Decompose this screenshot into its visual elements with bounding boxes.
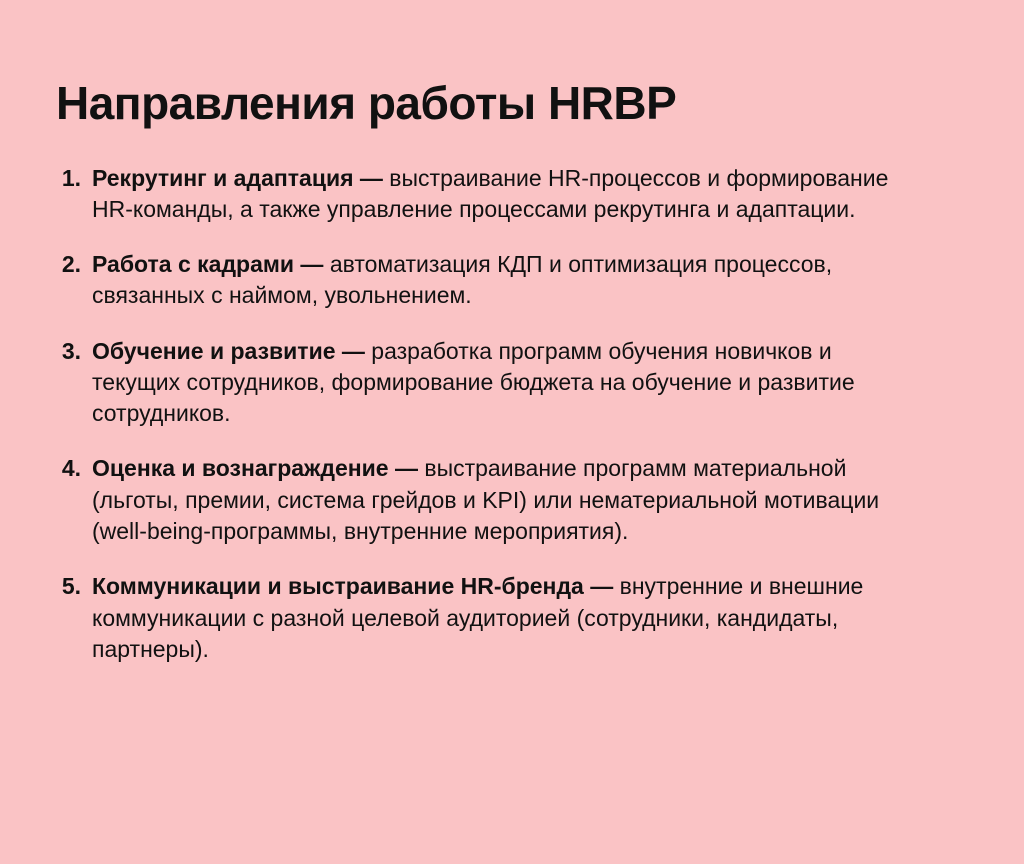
list-item: [56, 571, 962, 665]
list-item-text: автоматизация КДП и оптимизация процессов, связанных с наймом, увольнением.: [92, 251, 833, 309]
list-item-lead: Рекрутинг и адаптация: [92, 164, 354, 191]
list-item-lead: Коммуникации и выстраивание HR-бренда: [92, 573, 584, 600]
list-item-text: выстраивание HR-процессов и формирование HR-команды, а также управление процессами рекрутинга и адаптации.: [92, 164, 889, 222]
list-item: [56, 336, 962, 430]
list-item: [56, 453, 962, 547]
list-item-text: внутренние и внешние коммуникации с разной целевой аудиторией (сотрудники, кандидаты, партнеры).: [92, 573, 864, 662]
list-item-number: 5.: [61, 573, 81, 600]
list-item-number: 3.: [61, 337, 81, 364]
list-item-dash: —: [388, 455, 425, 482]
list-item-body: [92, 336, 912, 430]
numbered-list: [56, 163, 962, 665]
page-title: Направления работы HRBP: [56, 77, 677, 129]
list-item-dash: —: [335, 337, 372, 364]
list-item: [56, 163, 962, 226]
list-item-lead: Оценка и вознаграждение: [92, 455, 389, 482]
list-item-text: выстраивание программ материальной (льготы, премии, система грейдов и KPI) или нематериальной мотивации (well-being-программы, внутренние мероприятия).: [92, 455, 880, 544]
list-item-number: 1.: [61, 164, 81, 191]
list-item-body: [92, 571, 912, 665]
list-item-lead: Работа с кадрами: [92, 251, 295, 278]
list-item-dash: —: [294, 251, 330, 278]
list-item-body: [92, 163, 912, 226]
list-item: [56, 249, 962, 312]
list-item-dash: —: [353, 164, 390, 191]
list-item-number: 4.: [61, 455, 81, 482]
list-item-number: 2.: [61, 251, 81, 278]
list-item-lead: Обучение и развитие: [92, 337, 336, 364]
list-item-body: [92, 453, 912, 547]
list-item-text: разработка программ обучения новичков и текущих сотрудников, формирование бюджета на обучение и развитие сотрудников.: [92, 337, 855, 427]
list-item-dash: —: [583, 573, 620, 600]
list-item-body: [92, 249, 912, 312]
